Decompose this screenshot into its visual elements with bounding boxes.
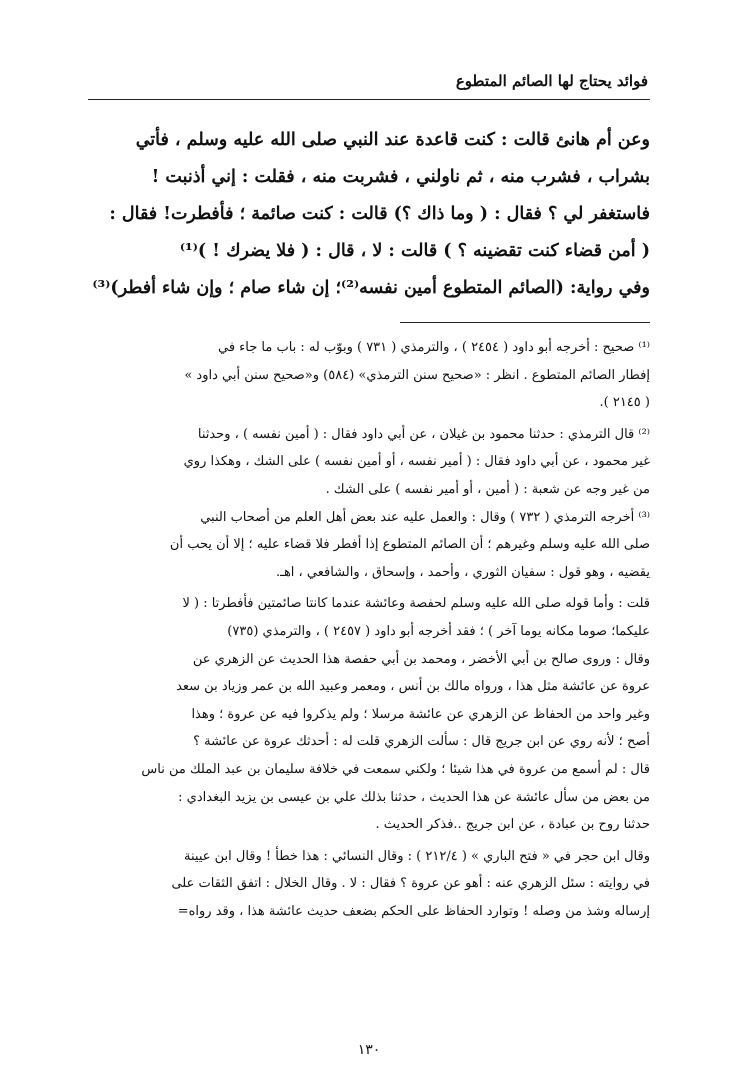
footnote-separator [400,322,650,323]
footnote-line: من غير وجه عن شعبة : ( أمين ، أو أمير نفسه ) على الشك . [325,481,650,497]
footnote-line: يقضيه ، وهو قول : سفيان الثوري ، وأحمد ، وإسحاق ، والشافعي ، اهـ. [276,564,650,580]
footnote-line: عليكما؛ صوما مكانه يوما آخر ) ؛ فقد أخرجه أبو داود ( ٢٤٥٧ ) ، والترمذي (٧٣٥) [227,623,650,639]
footnote-line: إرساله وشذ من وصله ! وتوارد الحفاظ على الحكم بضعف حديث عائشة هذا ، وقد رواه= [177,903,650,919]
footnotes [85,334,650,925]
footnote-line: وغير واحد من الحفاظ عن الزهري عن عائشة مرسلا ؛ ولم يذكروا فيه عن عروة ؛ وهذا [191,706,650,722]
main-line: وعن أم هانئ قالت : كنت قاعدة عند النبي صلى الله عليه وسلم ، فأتي [135,130,650,150]
footnote-line: حدثنا روح بن عبادة ، عن ابن جريج ..فذكر الحديث . [375,817,650,833]
footnote-line: أصح ؛ لأنه روي عن ابن جريج قال : سألت الزهري قلت له : أحدثك عروة عن عائشة ؟ [193,734,650,750]
footnote-line: في روايته : سئل الزهري عنه : أهو عن عروة ؟ فقال : لا . وقال الخلال : اتفق الثقات على [171,876,650,892]
main-line: فاستغفر لي ؟ فقال : ( وما ذاك ؟) قالت : كنت صائمة ؛ فأفطرت! فقال : [109,204,650,224]
footnote-line: ⁽³⁾ أخرجه الترمذي ( ٧٣٢ ) وقال : والعمل عليه عند بعض أهل العلم من أصحاب النبي [200,509,650,525]
footnote-line: عروة عن عائشة مثل هذا ، ورواه مالك بن أنس ، ومعمر وعبيد الله بن عمر وزياد بن سعد [176,679,650,695]
footnote-line: صلى الله عليه وسلم وغيرهم ؛ أن الصائم المتطوع إذا أفطر فلا قضاء عليه ؛ إلا أن يحب أن [169,537,650,553]
main-line: ( أمن قضاء كنت تقضينه ؟ ) قالت : لا ، قال : ( فلا يضرك ! )⁽¹⁾ [179,241,650,261]
page-number: ١٣٠ [357,1042,381,1058]
footnote-line: ⁽²⁾ قال الترمذي : حدثنا محمود بن غيلان ، عن أبي داود فقال : ( أمين نفسه ) ، وحدثنا [197,426,650,442]
running-header-title: فوائد يحتاج لها الصائم المتطوع [455,72,648,90]
main-line: بشراب ، فشرب منه ، ثم ناولني ، فشربت منه ، فقلت : إني أذنبت ! [151,167,650,187]
footnote-line: قلت : وأما قوله صلى الله عليه وسلم لحفصة وعائشة عندما كانتا صائمتين فأفطرتا : ( لا [182,596,650,612]
footnote-line: غير محمود ، عن أبي داود فقال : ( أمير نفسه ، أو أمين نفسه ) على الشك ، وهكذا روي [183,454,650,470]
footnote-line: وقال ابن حجر في « فتح الباري » ( ٢١٢/٤ ) : وقال النسائي : هذا خطأ ! وقال ابن عيينة [184,848,650,864]
main-text [85,122,650,307]
footnote-line: إفطار الصائم المتطوع . انظر : «صحيح سنن الترمذي» (٥٨٤) و«صحيح سنن أبي داود » [184,367,650,383]
footnote-line: من بعض من سأل عائشة عن هذا الحديث ، حدثنا بذلك علي بن عيسى بن يزيد البغدادي : [178,789,650,805]
footnote-line: وقال : وروى صالح بن أبي الأخضر ، ومحمد بن أبي حفصة هذا الحديث عن الزهري عن [192,651,650,667]
header-divider [88,99,650,100]
footnote-line: قال : لم أسمع من عروة في هذا شيئا ؛ ولكني سمعت في خلافة سليمان بن عبد الملك من ناس [141,761,650,777]
footnote-line: ⁽¹⁾ صحيح : أخرجه أبو داود ( ٢٤٥٤ ) ، والترمذي ( ٧٣١ ) وبوّب له : باب ما جاء في [218,340,650,355]
footnote-line: ( ٢١٤٥ ). [599,395,650,411]
main-line: وفي رواية: (الصائم المتطوع أمين نفسه⁽²⁾؛ إن شاء صام ؛ وإن شاء أفطر)⁽³⁾ [92,278,650,298]
